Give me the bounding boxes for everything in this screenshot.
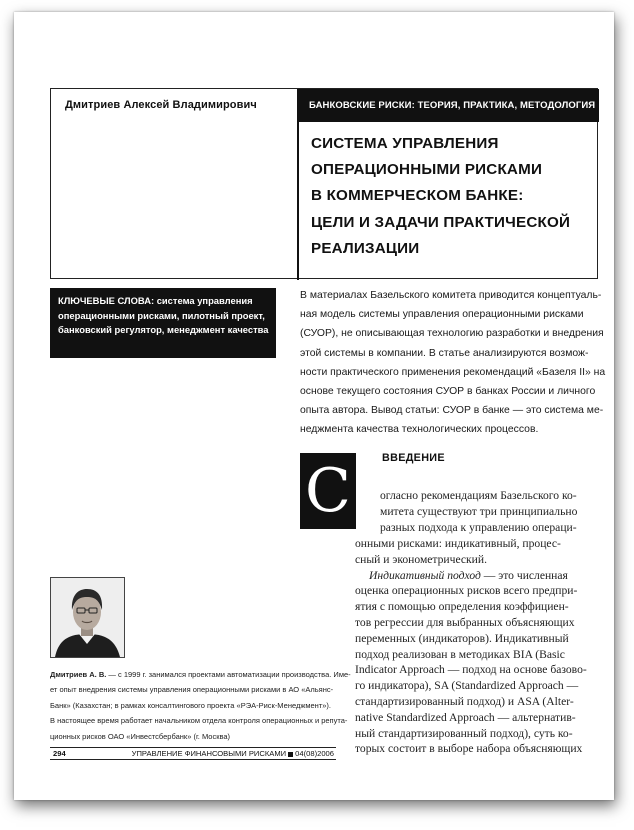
abstract-line: основе текущего состояния СУОР в банках России и личного (300, 386, 596, 398)
bio-text: — с 1999 г. занимался проектами автоматизации производства. Име- (106, 670, 351, 679)
page-number: 294 (53, 749, 66, 758)
abstract-line: (СУОР), не описывающая технологию разработки и внедрения (300, 328, 604, 340)
body-line: го индикатора), SA (Standardized Approach — (355, 679, 579, 693)
abstract-line: неджмента качества технологических процессов. (300, 424, 539, 436)
keywords-text: система управления (156, 295, 253, 306)
body-line: ный стандартизированный подход), суть ко- (355, 726, 573, 740)
article-page (14, 12, 614, 800)
title-line: ЦЕЛИ И ЗАДАЧИ ПРАКТИЧЕСКОЙ (311, 213, 571, 231)
keywords-line: банковский регулятор, менеджмент качества (58, 324, 269, 336)
keywords-line (58, 294, 268, 309)
square-bullet-icon (288, 752, 293, 757)
bio-line: В настоящее время работает начальником отдела контроля операционных и репута- (50, 716, 348, 726)
title-block (297, 122, 599, 280)
abstract-line: этой системы в компании. В статье анализируются возмож- (300, 347, 589, 359)
keywords-label: КЛЮЧЕВЫЕ СЛОВА: (58, 295, 155, 306)
body-line: тов регрессии для выбранных объясняющих (355, 615, 575, 629)
section-heading: ВВЕДЕНИЕ (382, 452, 445, 464)
intro-body-text (355, 536, 598, 757)
keywords-box (50, 288, 276, 358)
abstract-line: В материалах Базельского комитета приводится концептуаль- (300, 290, 602, 301)
body-line: подход реализован в методиках BIA (Basic (355, 647, 565, 661)
author-portrait-image (51, 578, 124, 657)
bio-line: ционных рисков ОАО «Инвестсбербанк» (г. Москва) (50, 731, 231, 741)
author-bio (50, 667, 351, 744)
body-line: разных подхода к управлению операци- (380, 520, 577, 534)
body-line: native Standardized Approach — альтернатив- (355, 710, 576, 724)
body-line: огласно рекомендациям Базельского ко- (380, 489, 577, 502)
title-line: ОПЕРАЦИОННЫМИ РИСКАМИ (311, 161, 543, 179)
section-rubric: БАНКОВСКИЕ РИСКИ: ТЕОРИЯ, ПРАКТИКА, МЕТОДОЛОГИЯ (297, 89, 599, 122)
body-line: онными рисками: индикативный, процес- (355, 537, 561, 550)
journal-info (132, 749, 334, 758)
title-line: В КОММЕРЧЕСКОМ БАНКЕ: (311, 187, 524, 205)
intro-dropcap-text (380, 488, 598, 535)
author-photo (50, 577, 125, 658)
body-line: оценка операционных рисков всего предпри- (355, 584, 578, 598)
article-header-frame (50, 88, 598, 279)
bio-name: Дмитриев А. В. (50, 670, 107, 679)
abstract (300, 286, 606, 440)
body-line: митета существуют три принципиально (380, 504, 578, 518)
drop-cap: С (300, 453, 356, 529)
keywords-line: операционными рисками, пилотный проект, (58, 309, 265, 321)
abstract-line: опыта автора. Вывод статьи: СУОР в банке — это система ме- (300, 405, 604, 417)
body-line: переменных (индикаторов). Индикативный (355, 631, 569, 645)
body-line: торых состоит в выборе набора объясняющих (355, 742, 583, 756)
abstract-line: ная модель системы управления операционными рисками (300, 309, 584, 321)
title-line: СИСТЕМА УПРАВЛЕНИЯ (311, 135, 499, 152)
body-line: ятия с помощью определения коэффициен- (355, 600, 569, 614)
bio-line: ет опыт внедрения системы управления операционными рисками в АО «Альянс- (50, 685, 334, 695)
journal-name: УПРАВЛЕНИЕ ФИНАНСОВЫМИ РИСКАМИ (131, 749, 287, 758)
article-title (311, 131, 570, 262)
bio-line: Банк» (Казахстан; в рамках консалтингового проекта «РЭА-Риск-Менеджмент»). (50, 700, 332, 710)
title-line: РЕАЛИЗАЦИИ (311, 239, 420, 257)
author-name: Дмитриев Алексей Владимирович (65, 99, 257, 111)
body-line: стандартизированный подход) и ASA (Alter- (355, 694, 574, 708)
body-line: сный и эконометрический. (355, 552, 487, 566)
body-line: Indicator Approach — подход на основе базово- (355, 663, 587, 677)
journal-issue: 04(08)2006 (295, 749, 334, 758)
bio-line (50, 667, 351, 682)
body-line-rest: — это численная (480, 568, 568, 582)
page-footer (50, 747, 336, 760)
italic-term: Индикативный подход (369, 568, 481, 582)
body-line (355, 568, 598, 584)
abstract-line: ности практического применения рекомендаций «Базеля II» на (300, 366, 606, 378)
